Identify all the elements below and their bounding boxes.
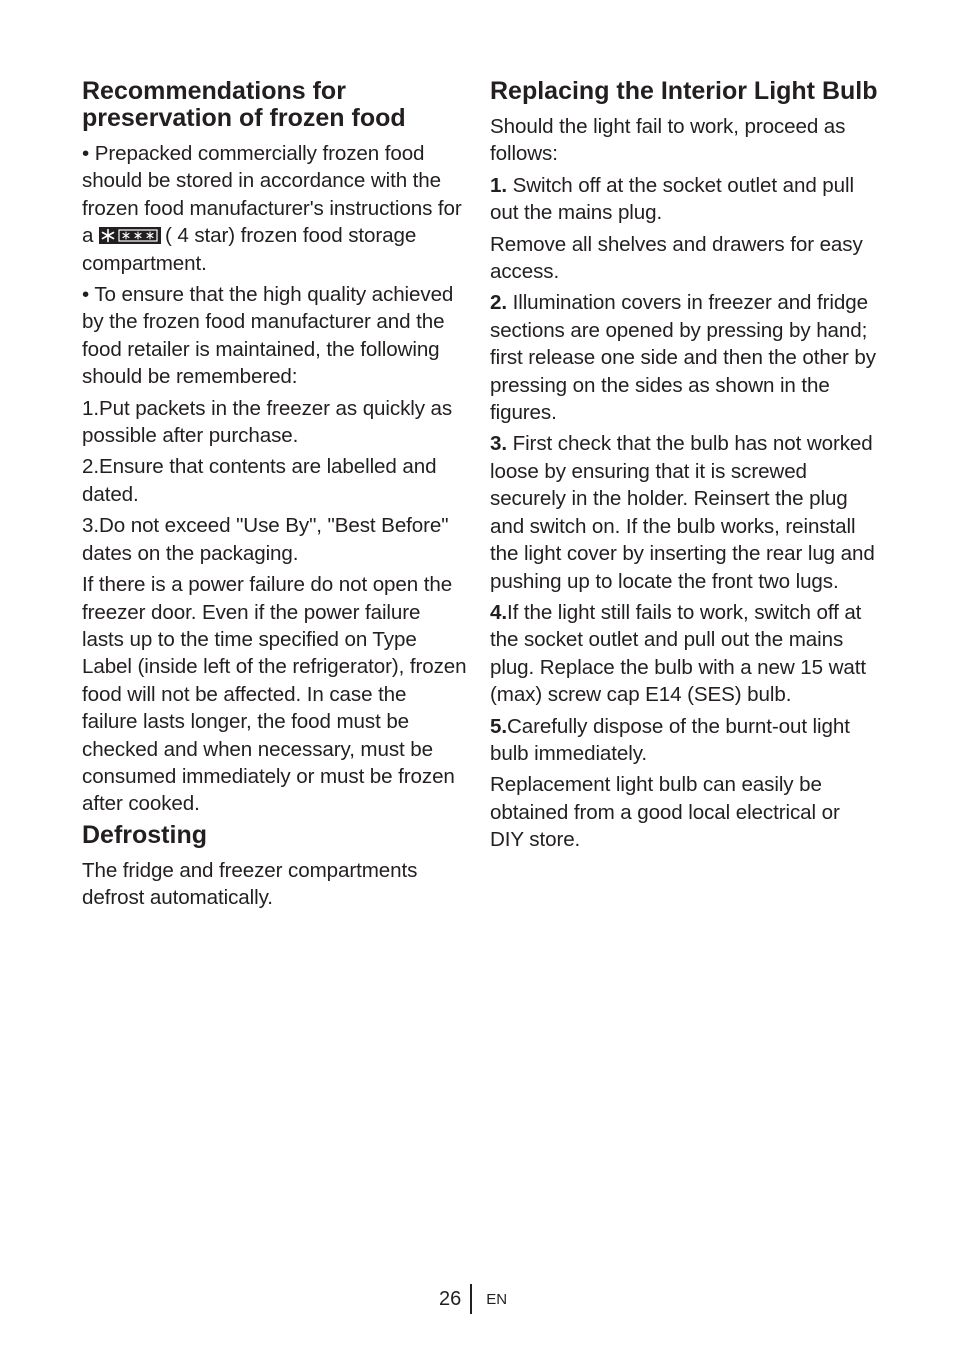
right-column [490,78,878,858]
list-item-1: 1.Put packets in the freezer as quickly as possible after purchase. [82,396,453,448]
step-2-text: Illumination covers in freezer and fridge sections are opened by pressing by hand; first release one side and then the other by pressing on the sides as shown in the figures. [490,291,876,425]
step-4-text: If the light still fails to work, switch off at the socket outlet and pull out the mains plug. Replace the bulb with a new 15 watt (max) screw cap E14 (SES) bulb. [490,600,866,707]
four-star-freezer-icon [99,227,161,244]
defrosting-heading: Defrosting [82,820,207,849]
bullet-prepacked [82,140,467,277]
list-item-3: 3.Do not exceed "Use By", "Best Before" dates on the packaging. [82,514,449,565]
step-5-number: 5. [490,714,507,738]
step-3 [490,430,878,594]
left-column [82,78,467,916]
page-number: 26 [439,1287,462,1310]
bullet-high-quality: • To ensure that the high quality achieved by the frozen food manufacturer and the food retailer is maintained, the following should be remembered: [82,283,454,389]
defrosting-paragraph: The fridge and freezer compartments defrost automatically. [82,858,418,910]
footer-divider [470,1284,472,1314]
language-code: EN [486,1290,508,1308]
light-bulb-heading: Replacing the Interior Light Bulb [490,77,878,105]
step-4-number: 4. [490,600,507,624]
step-2 [490,289,878,426]
step-1-text: Switch off at the socket outlet and pull out the mains plug. [490,173,854,225]
frozen-food-heading: Recommendations for preservation of frozen food [82,77,406,132]
step-1 [490,172,878,227]
list-item-2: 2.Ensure that contents are labelled and dated. [82,455,437,506]
replacement-paragraph: Replacement light bulb can easily be obtained from a good local electrical or DIY store. [490,773,840,852]
step-3-text: First check that the bulb has not worked loose by ensuring that it is screwed securely in the holder. Reinsert the plug and switch on. If the bulb works, reinstall the light cover by inserting the rear lug and pushing up to locate the front two lugs. [490,432,875,593]
power-failure-paragraph: If there is a power failure do not open the freezer door. Even if the power failure lasts up to the time specified on Type Label (inside left of the refrigerator), frozen food will not be affected. In case the failure lasts longer, the food must be checked and when necessary, must be consumed immediately or must be frozen after cooked. [82,573,467,816]
step-4 [490,599,878,709]
intro-paragraph: Should the light fail to work, proceed as follows: [490,115,846,166]
step-3-number: 3. [490,432,507,456]
page-footer [439,1284,507,1314]
step-1-note: Remove all shelves and drawers for easy access. [490,232,863,284]
bullet-prepacked-tail: ( 4 star) frozen food storage compartment. [82,224,417,275]
step-2-number: 2. [490,291,507,315]
step-5 [490,713,878,768]
bullet-prepacked-text: • Prepacked commercially frozen food should be stored in accordance with the frozen food manufacturer's instructions for a [82,142,462,248]
step-1-number: 1. [490,173,507,197]
step-5-text: Carefully dispose of the burnt-out light bulb immediately. [490,714,850,765]
